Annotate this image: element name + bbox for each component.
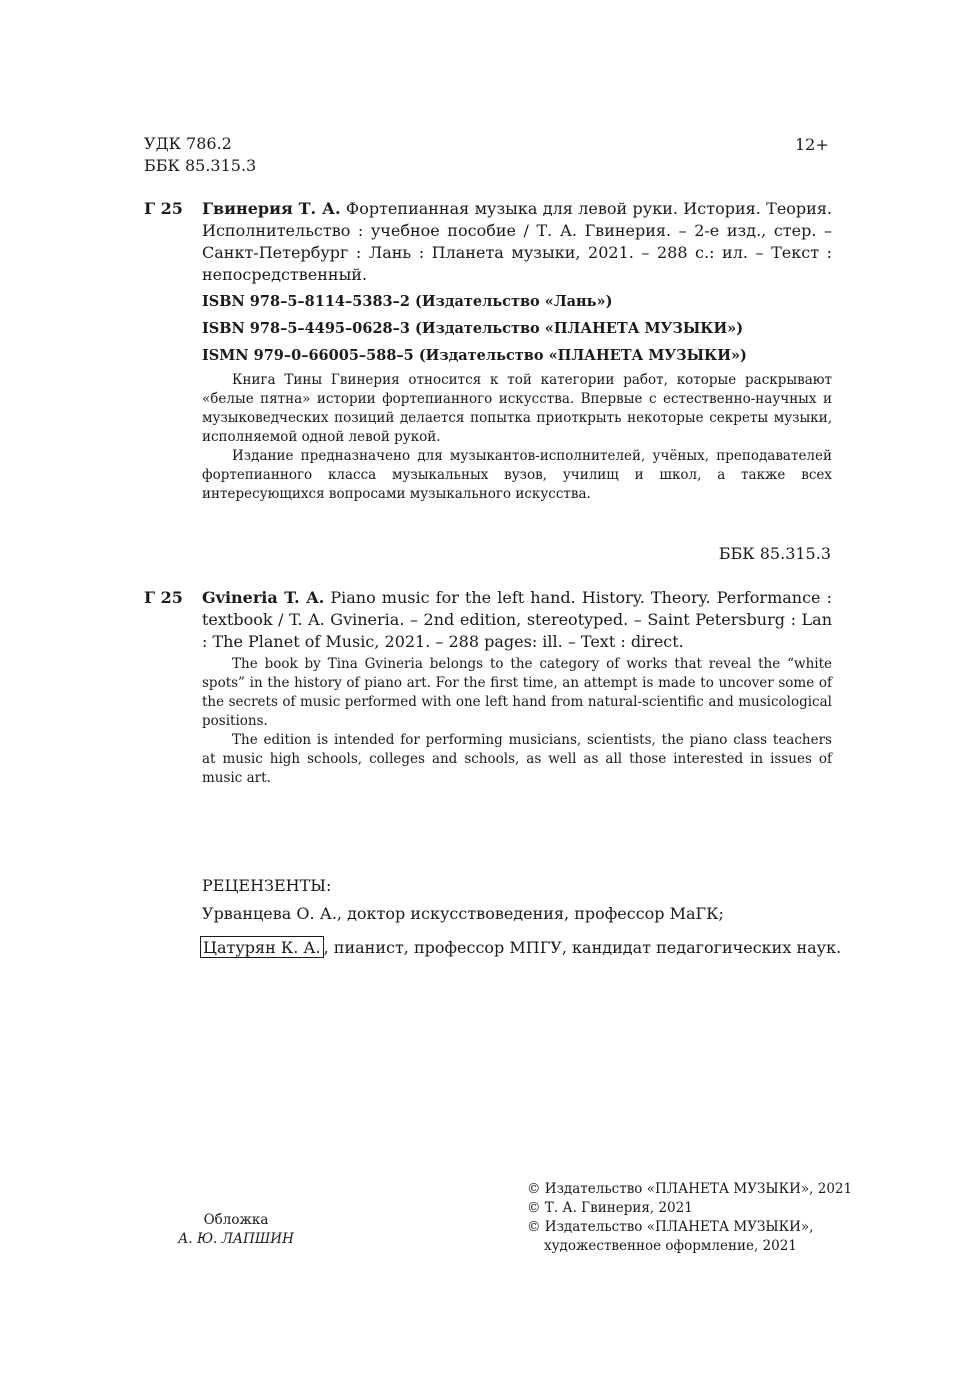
ru-call-number: Г 25 xyxy=(144,199,183,218)
copyright-line-4: художественное оформление, 2021 xyxy=(544,1238,797,1254)
reviewers-heading: РЕЦЕНЗЕНТЫ: xyxy=(202,876,332,895)
en-author: Gvineria T. A. xyxy=(202,588,325,607)
reviewer-1: Урванцева О. А., доктор искусствоведения, профессор МаГК; xyxy=(202,904,724,923)
ru-ismn: ISMN 979–0–66005–588–5 (Издательство «ПЛАНЕТА МУЗЫКИ») xyxy=(202,347,747,364)
ru-bibliographic-description xyxy=(202,198,832,286)
copyright-line-2: © Т. А. Гвинерия, 2021 xyxy=(527,1200,693,1216)
copyright-block xyxy=(527,1180,852,1256)
ru-annotation-paragraph-1: Книга Тины Гвинерия относится к той категории работ, которые раскрывают «белые пятна» истории фортепианного искусства. Впервые с естественно-научных и музыковедческих позиций делается попытка приоткрыть некоторые секреты музыки, исполняемой одной левой рукой. xyxy=(202,372,832,445)
en-annotation xyxy=(202,655,832,788)
reviewer-2 xyxy=(200,937,841,959)
cover-credit xyxy=(170,1211,302,1249)
en-call-number: Г 25 xyxy=(144,588,183,607)
bbk-code: ББК 85.315.3 xyxy=(144,156,257,175)
copyright-line-3: © Издательство «ПЛАНЕТА МУЗЫКИ», xyxy=(527,1219,814,1235)
ru-description: Фортепианная музыка для левой руки. История. Теория. Исполнительство : учебное пособие / Т. А. Гвинерия. – 2-е изд., стер. – Санкт-Петербург : Лань : Планета музыки, 2021. – 288 с.: ил. – Текст : непосредственный. xyxy=(202,199,833,284)
en-description: Piano music for the left hand. History. Theory. Performance : textbook / T. A. Gvineria. – 2nd edition, stereotyped. – Saint Petersburg : Lan : The Planet of Music, 2021. – 288 pages: ill. – Text : direct. xyxy=(202,588,832,651)
ru-isbn-2: ISBN 978–5–4495–0628–3 (Издательство «ПЛАНЕТА МУЗЫКИ») xyxy=(202,320,744,337)
ru-isbn-1: ISBN 978–5–8114–5383–2 (Издательство «Лань») xyxy=(202,293,613,310)
reviewer-2-name: Цатурян К. А. xyxy=(200,936,324,958)
age-rating: 12+ xyxy=(795,135,829,154)
en-bibliographic-description xyxy=(202,587,832,653)
udk-code: УДК 786.2 xyxy=(144,134,232,153)
cover-artist: А. Ю. ЛАПШИН xyxy=(178,1231,294,1247)
ru-author: Гвинерия Т. А. xyxy=(202,199,341,218)
ru-bbk-right: ББК 85.315.3 xyxy=(718,544,831,563)
en-annotation-paragraph-1: The book by Tina Gvineria belongs to the category of works that reveal the “white spots” in the history of piano art. For the first time, an attempt is made to uncover some of the secrets of music performed with one left hand from natural-scientific and musicological positions. xyxy=(202,656,832,729)
en-annotation-paragraph-2: The edition is intended for performing musicians, scientists, the piano class teachers at music high schools, colleges and schools, as well as all those interested in issues of music art. xyxy=(202,732,832,786)
ru-annotation-paragraph-2: Издание предназначено для музыкантов-исполнителей, учёных, преподавателей фортепианного класса музыкальных вузов, училищ и школ, а также всех интересующихся вопросами музыкального искусства. xyxy=(202,448,832,502)
reviewer-2-details: , пианист, профессор МПГУ, кандидат педагогических наук. xyxy=(323,938,842,957)
ru-annotation xyxy=(202,371,832,504)
copyright-line-1: © Издательство «ПЛАНЕТА МУЗЫКИ», 2021 xyxy=(527,1181,853,1197)
cover-label: Обложка xyxy=(203,1212,269,1228)
